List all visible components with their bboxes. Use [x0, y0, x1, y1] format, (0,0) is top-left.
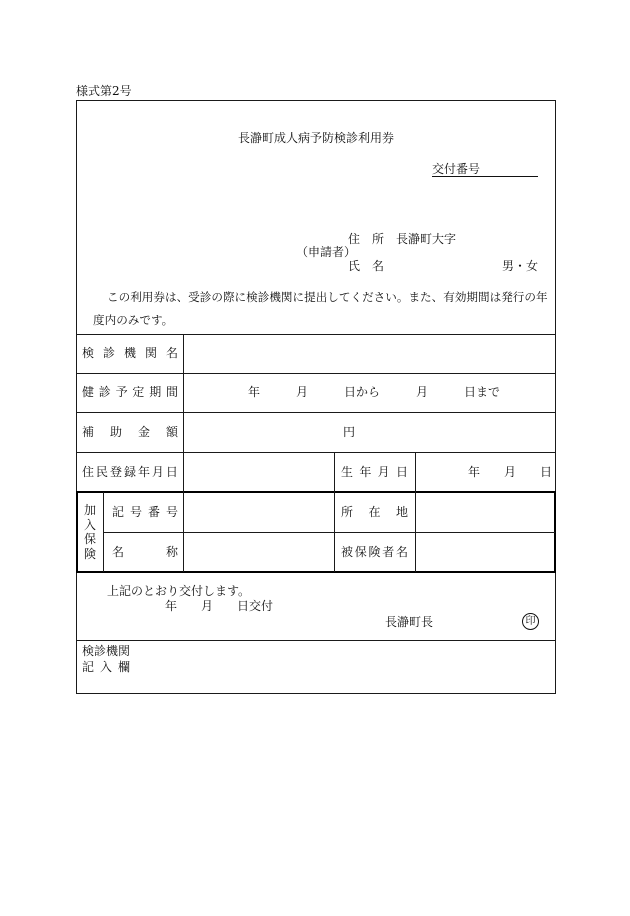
label-char: 険 — [368, 545, 381, 559]
issue-number-label: 交付番号 — [432, 162, 481, 176]
applicant-name-label: 氏 名 — [348, 259, 385, 273]
label-char: 月 — [377, 465, 390, 479]
issuer-mayor: 長瀞町長 — [385, 615, 434, 629]
label-char: 号 — [165, 505, 178, 519]
notice-line-1: この利用券は、受診の際に検診機関に提出してください。また、有効期間は発行の年 — [107, 290, 548, 304]
label-char: 称 — [165, 545, 178, 559]
label-char: 日 — [165, 465, 178, 479]
label-char: 入 — [99, 660, 112, 674]
subsidy-amount-label — [82, 425, 178, 439]
label-char: 金 — [137, 425, 150, 439]
subsidy-unit: 円 — [343, 425, 356, 439]
form-title: 長瀞町成人病予防検診利用券 — [238, 131, 395, 145]
label-char: 加 — [83, 503, 96, 517]
notes-section-rule — [76, 640, 556, 641]
insured-person-label — [341, 545, 408, 559]
label-char: 保 — [83, 532, 96, 547]
label-char: 名 — [165, 346, 178, 360]
label-char: 額 — [165, 425, 178, 439]
exam-period-value: 年 月 日から 月 日まで — [248, 385, 501, 399]
label-char: 番 — [147, 505, 160, 519]
birth-date-label — [341, 465, 408, 479]
exam-institution-field — [184, 335, 555, 373]
applicant-role-label: （申請者） — [296, 245, 357, 259]
issue-number-field — [432, 162, 538, 177]
exam-institution-label — [82, 346, 178, 360]
label-char: 検 — [82, 346, 95, 360]
label-char: 助 — [109, 425, 122, 439]
applicant-address-value: 長瀞町大字 — [396, 232, 457, 246]
insurance-label — [83, 504, 97, 560]
location-label — [341, 505, 408, 519]
registration-date-field — [184, 453, 334, 491]
label-char: 地 — [395, 505, 408, 519]
label-char: 保 — [354, 545, 367, 559]
insured-person-field — [416, 533, 554, 571]
label-char: 期 — [149, 385, 162, 399]
label-char: 関 — [144, 346, 157, 360]
label-char: 被 — [341, 545, 354, 559]
exam-period-label — [82, 385, 178, 399]
label-char: 入 — [83, 517, 96, 532]
label-char: 補 — [82, 425, 95, 439]
label-char: 記 — [112, 505, 125, 519]
label-char: 年 — [137, 465, 150, 479]
label-char: 険 — [83, 546, 96, 561]
label-char: 日 — [395, 465, 408, 479]
seal-mark: 印 — [522, 613, 539, 630]
symbol-number-field — [184, 493, 334, 532]
table-row-rule — [76, 412, 556, 413]
label-char: 月 — [151, 465, 164, 479]
issuance-date: 年 月 日交付 — [165, 599, 274, 613]
applicant-sex-options: 男・女 — [502, 259, 539, 273]
label-char: 生 — [341, 465, 354, 479]
label-char: 民 — [95, 465, 108, 479]
label-char: 号 — [129, 505, 142, 519]
symbol-number-label — [112, 505, 178, 519]
table-row-rule — [76, 373, 556, 374]
label-char: 名 — [112, 545, 125, 559]
insurance-column-rule — [103, 492, 104, 572]
label-char: 欄 — [117, 660, 130, 674]
registration-date-label — [82, 465, 178, 479]
institution-notes-label-2 — [82, 660, 130, 674]
form-number: 様式第2号 — [76, 84, 132, 98]
label-char: 機 — [123, 346, 136, 360]
label-char: 録 — [123, 465, 136, 479]
label-char: 名 — [395, 545, 408, 559]
label-char: 予 — [115, 385, 128, 399]
label-char: 診 — [102, 346, 115, 360]
label-char: 診 — [98, 385, 111, 399]
label-char: 間 — [165, 385, 178, 399]
birth-date-value: 年 月 日 — [468, 465, 553, 479]
applicant-address-label: 住 所 — [348, 232, 385, 246]
label-char: 記 — [82, 660, 95, 674]
label-char: 住 — [82, 465, 95, 479]
middle-column-rule — [334, 452, 335, 572]
label-char: 定 — [132, 385, 145, 399]
insurance-name-field — [184, 533, 334, 571]
insurance-name-label — [112, 545, 178, 559]
label-char: 年 — [359, 465, 372, 479]
label-char: 者 — [382, 545, 395, 559]
label-char: 登 — [109, 465, 122, 479]
label-char: 健 — [82, 385, 95, 399]
notice-line-2: 度内のみです。 — [93, 313, 174, 327]
institution-notes-label-1: 検診機関 — [82, 644, 131, 658]
label-char: 在 — [368, 505, 381, 519]
label-char: 所 — [341, 505, 354, 519]
issuance-statement: 上記のとおり交付します。 — [107, 584, 251, 598]
location-field — [416, 493, 554, 532]
